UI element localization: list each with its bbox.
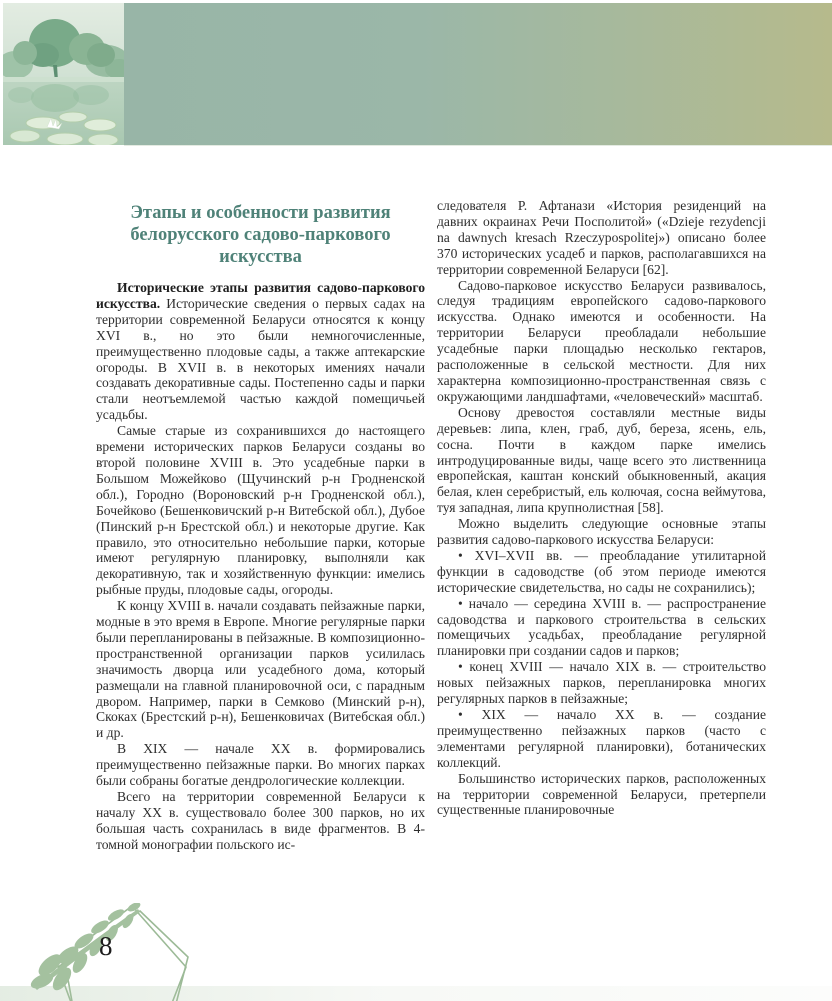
paragraph: Садово-парковое искусство Беларуси развивалось, следуя традициям европейского садово-паркового искусства. Однако имеются и особенности. На территории Беларуси преобладали небольшие усадебные парки площадью несколько гектаров, расположенные в сельской местности. Для них характерна композиционно-пространственная связь с окружающими ландшафтами, «человеческий» масштаб. (437, 277, 766, 404)
paragraph: Большинство исторических парков, расположенных на территории современной Беларуси, претерпели существенные планировочные (437, 770, 766, 818)
paragraph-lead (96, 280, 425, 423)
left-column (96, 198, 425, 853)
paragraph: Можно выделить следующие основные этапы развития садово-паркового искусства Беларуси: (437, 516, 766, 548)
paragraph-continuation: следователя Р. Афтанази «История резиденций на давних окраинах Речи Посполитой» («Dzieje rezydencji na dawnych kresach Rzeczypospolitej») описано более 370 исторических усадеб и парков, располагавшихся на территории современной Беларуси [62]. (437, 198, 766, 277)
lake-photo-illustration (3, 3, 124, 145)
paragraph: Самые старые из сохранившихся до настоящего времени исторических парков Беларуси созданы во второй половине XVIII в. Это усадебные парки в Большом Можейково (Щучинский р-н Гродненской обл.), Городно (Вороновский р-н Гродненской обл.), Бочейково (Бешенковичский р-н Витебской обл.), Дубое (Пинский р-н Брестской обл.) и некоторые другие. Как правило, это относительно небольшие парки, которые имеют регулярную планировку, выполняли как декоративную, так и хозяйственную функции: имелись рыбные пруды, плодовые сады, огороды. (96, 423, 425, 598)
bullet-item: • XVI–XVII вв. — преобладание утилитарной функции в садоводстве (об этом периоде имеются исторические свидетельства, но сады не сохранились); (437, 547, 766, 595)
paragraph: К концу XVIII в. начали создавать пейзажные парки, модные в это время в Европе. Многие регулярные парки были перепланированы в пейзажные. В композиционно-пространственной организации парков усилилась значимость дворца или усадебного дома, который размещали на главной планировочной оси, с парадным двором. Например, парки в Семково (Минский р-н), Скоках (Брестский р-н), Бешенковичах (Витебская обл.) и др. (96, 598, 425, 741)
page-title: Этапы и особенности развития белорусского садово-паркового искусства (130, 203, 391, 267)
paragraph: В XIX — начале XX в. формировались преимущественно пейзажные парки. Во многих парках были собраны богатые дендрологические коллекции. (96, 741, 425, 789)
bullet-item: • начало — середина XVIII в. — распространение садоводства и паркового строительства в сельских помещичьих усадьбах, преобладание регулярной планировки при создании садов и парков; (437, 595, 766, 659)
bullet-item: • XIX — начало XX в. — создание преимущественно пейзажных парков (часто с элементами регулярной планировки), ботанических коллекций. (437, 707, 766, 770)
paragraph-lead-rest: Исторические сведения о первых садах на территории современной Беларуси относятся к концу XVI в., но это были немногочисленные, преимущественно плодовые сады, а также аптекарские огороды. В XVII в. в некоторых имениях начали создавать декоративные сады. Постепенно сады и парки стали неотъемлемой частью каждой помещичьей усадьбы. (96, 295, 425, 423)
bullet-item: • конец XVIII — начало XIX в. — строительство новых пейзажных парков, перепланировка многих регулярных парков в пейзажные; (437, 659, 766, 707)
lake-photo (3, 3, 124, 145)
bottom-band (0, 986, 832, 1001)
leaf-branch-icon (29, 903, 142, 993)
paragraph-lead-bold: Исторические этапы развития садово-паркового искусства. (96, 280, 425, 311)
header-band (124, 3, 832, 146)
right-column (437, 198, 766, 818)
paragraph: Всего на территории современной Беларуси к началу XX в. существовало более 300 парков, но их большая часть сохранилась в виде фрагментов. В 4-томной монографии польского ис- (96, 789, 425, 852)
page-number: 8 (99, 931, 113, 961)
paragraph: Основу древостоя составляли местные виды деревьев: липа, клен, граб, дуб, береза, ясень, ель, сосна. Почти в каждом парке имелись интродуцированные виды, чаще всего это лиственница европейская, каштан конский обыкновенный, акация белая, клен серебристый, ель колючая, сосна веймутова, туя западная, липа крупнолистная [58]. (437, 404, 766, 516)
